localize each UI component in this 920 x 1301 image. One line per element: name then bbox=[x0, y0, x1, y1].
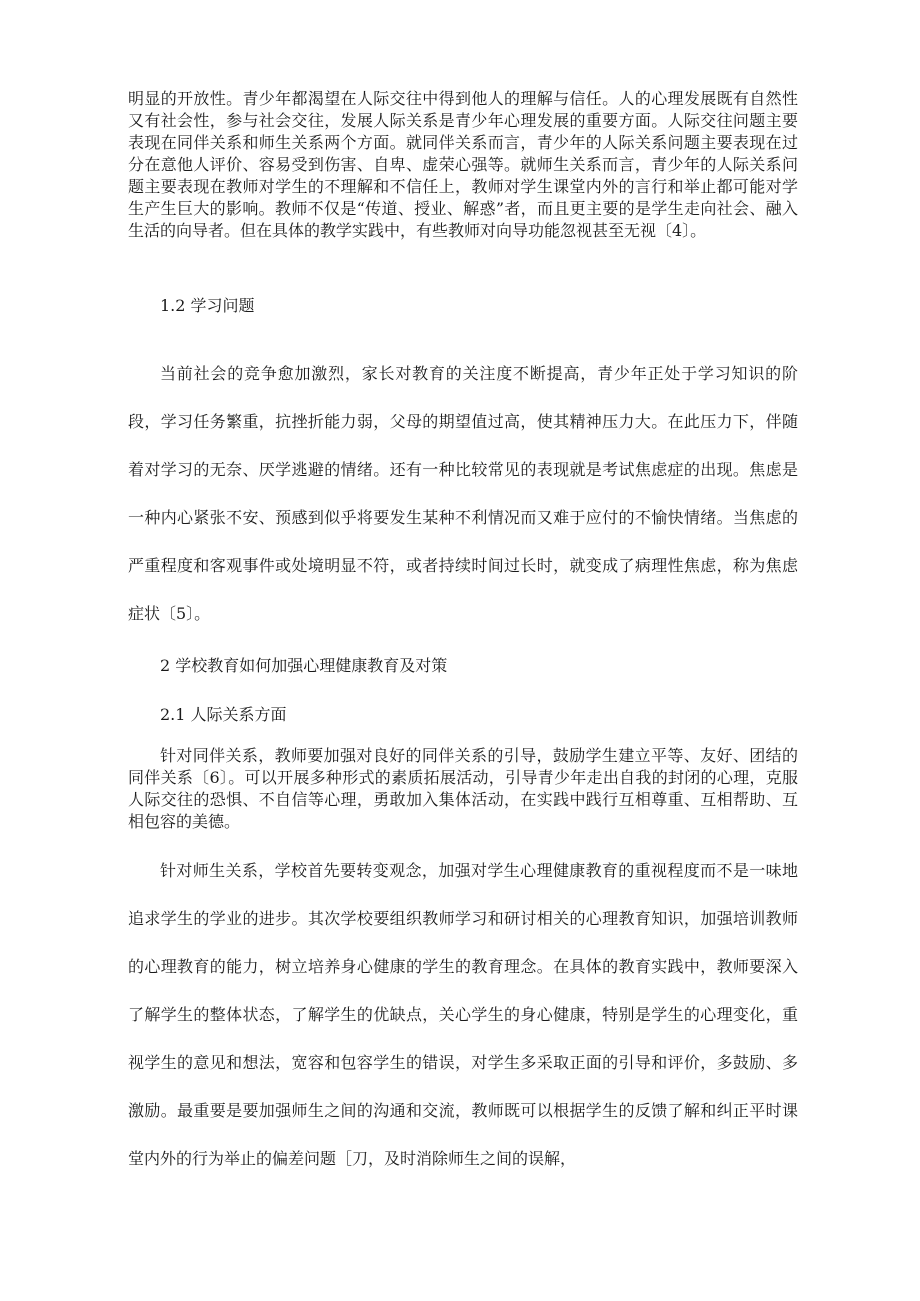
paragraph-peer-relations: 针对同伴关系，教师要加强对良好的同伴关系的引导，鼓励学生建立平等、友好、团结的同伴关系〔6〕。可以开展多种形式的素质拓展活动，引导青少年走出自我的封闭的心理，克服人际交往的恐惧、不自信等心理，勇敢加入集体活动，在实践中践行互相尊重、互相帮助、互相包容的美德。 bbox=[128, 746, 798, 831]
paragraph-teacher-student-relations: 针对师生关系，学校首先要转变观念，加强对学生心理健康教育的重视程度而不是一味地追求学生的学业的进步。其次学校要组织教师学习和研讨相关的心理教育知识，加强培训教师的心理教育的能力，树立培养身心健康的学生的教育理念。在具体的教育实践中，教师要深入了解学生的整体状态，了解学生的优缺点，关心学生的身心健康，特别是学生的心理变化，重视学生的意见和想法，宽容和包容学生的错误，对学生多采取正面的引导和评价，多鼓励、多激励。最重要是要加强师生之间的沟通和交流，教师既可以根据学生的反馈了解和纠正平时课堂内外的行为举止的偏差问题［刀，及时消除师生之间的误解， bbox=[128, 861, 798, 1168]
paragraph-interpersonal-issues: 明显的开放性。青少年都渴望在人际交往中得到他人的理解与信任。人的心理发展既有自然性又有社会性，参与社会交往，发展人际关系是青少年心理发展的重要方面。人际交往问题主要表现在同伴关系和师生关系两个方面。就同伴关系而言，青少年的人际关系问题主要表现在过分在意他人评价、容易受到伤害、自卑、虚荣心强等。就师生关系而言，青少年的人际关系问题主要表现在教师对学生的不理解和不信任上，教师对学生课堂内外的言行和举止都可能对学生产生巨大的影响。教师不仅是“传道、授业、解惑”者，而且更主要的是学生走向社会、融入生活的向导者。但在具体的教学实践中，有些教师对向导功能忽视甚至无视〔4〕。 bbox=[128, 89, 798, 240]
heading-2-1-interpersonal: 2.1 人际关系方面 bbox=[160, 705, 287, 724]
heading-1-2-learning-problems: 1.2 学习问题 bbox=[160, 296, 255, 315]
paragraph-learning-pressure: 当前社会的竞争愈加激烈，家长对教育的关注度不断提高，青少年正处于学习知识的阶段，学习任务繁重，抗挫折能力弱，父母的期望值过高，使其精神压力大。在此压力下，伴随着对学习的无奈、厌学逃避的情绪。还有一种比较常见的表现就是考试焦虑症的出现。焦虑是一种内心紧张不安、预感到似乎将要发生某种不利情况而又难于应付的不愉快情绪。当焦虑的严重程度和客观事件或处境明显不符，或者持续时间过长时，就变成了病理性焦虑，称为焦虑症状〔5〕。 bbox=[128, 364, 798, 623]
heading-2-school-education: 2 学校教育如何加强心理健康教育及对策 bbox=[160, 656, 448, 675]
